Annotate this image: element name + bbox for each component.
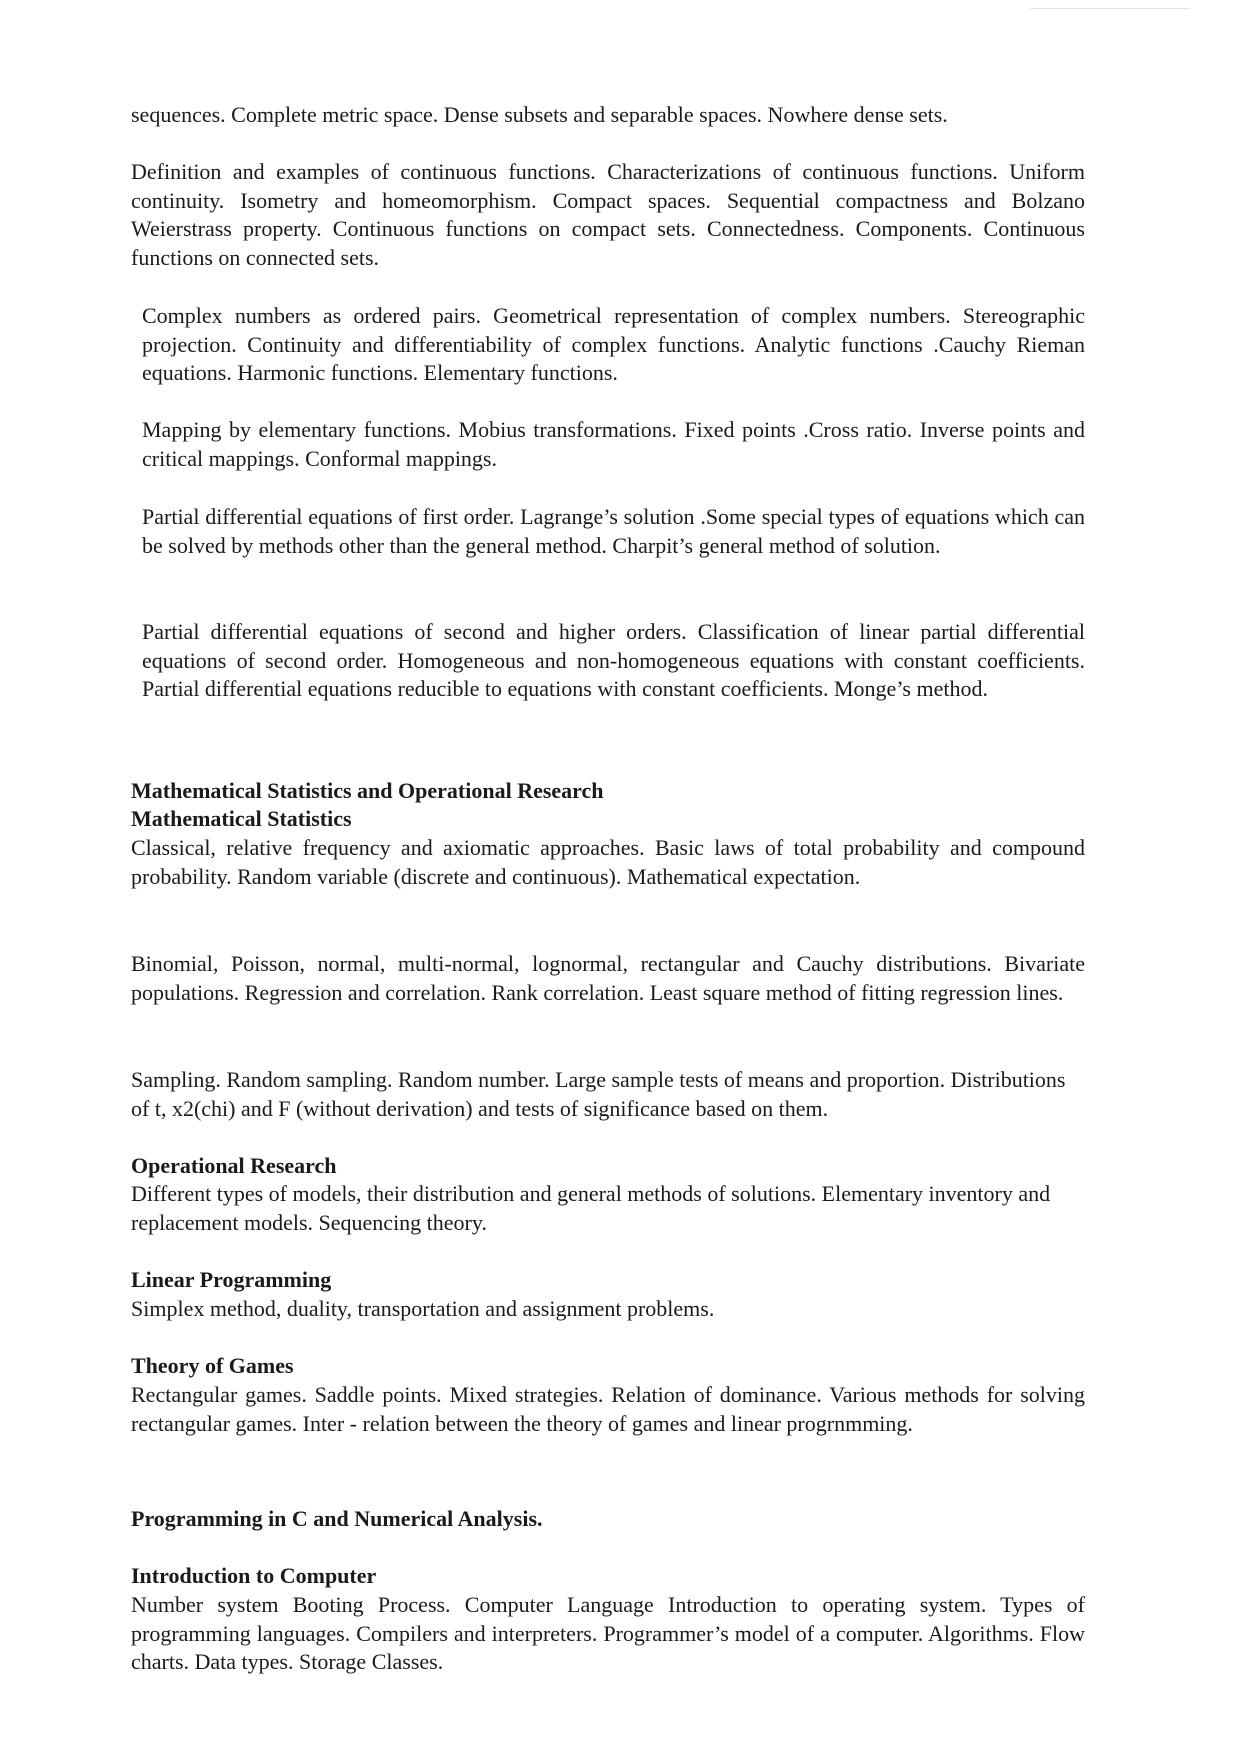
paragraph-pde-higher-order: Partial differential equations of second and higher orders. Classification of linear partial differential equations of second order. Homogeneous and non-homogeneous equations with constant coefficients. Partial differential equations reducible to equations with constant coefficients. Monge’s method. [142,619,1085,701]
paragraph-sampling: Sampling. Random sampling. Random number. Large sample tests of means and proportion. Distributions of t, x2(chi) and F (without derivation) and tests of significance based on them. [131,1067,1066,1121]
paragraph-distributions: Binomial, Poisson, normal, multi-normal, lognormal, rectangular and Cauchy distributions. Bivariate populations. Regression and correlation. Rank correlation. Least square method of fitting regression lines. [131,951,1085,1005]
paragraph-mapping: Mapping by elementary functions. Mobius transformations. Fixed points .Cross ratio. Inverse points and critical mappings. Conformal mappings. [142,417,1085,471]
heading-programming-c: Programming in C and Numerical Analysis. [131,1506,543,1531]
paragraph-probability: Classical, relative frequency and axiomatic approaches. Basic laws of total probability and compound probability. Random variable (discrete and continuous). Mathematical expectation. [131,835,1085,889]
heading-theory-of-games: Theory of Games [131,1353,294,1378]
paragraph-simplex: Simplex method, duality, transportation and assignment problems. [131,1296,715,1321]
heading-math-stats: Mathematical Statistics [131,806,352,831]
paragraph-or-models: Different types of models, their distribution and general methods of solutions. Elementary inventory and replacement models. Sequencing theory. [131,1181,1051,1235]
heading-operational-research: Operational Research [131,1153,337,1178]
heading-linear-programming: Linear Programming [131,1267,332,1292]
paragraph-games: Rectangular games. Saddle points. Mixed strategies. Relation of dominance. Various methods for solving rectangular games. Inter - relation between the theory of games and linear progrnmming. [131,1382,1085,1436]
paragraph-metric-spaces: sequences. Complete metric space. Dense subsets and separable spaces. Nowhere dense sets. [131,102,948,127]
paragraph-pde-first-order: Partial differential equations of first order. Lagrange’s solution .Some special types of equations which can be solved by methods other than the general method. Charpit’s general method of solution. [142,504,1085,558]
paragraph-continuous-functions: Definition and examples of continuous functions. Characterizations of continuous functions. Uniform continuity. Isometry and homeomorphism. Compact spaces. Sequential compactness and Bolzano Weierstrass property. Continuous functions on compact sets. Connectedness. Components. Continuous functions on connected sets. [131,159,1085,270]
scan-edge-mark [1030,8,1190,9]
paragraph-intro-computer: Number system Booting Process. Computer Language Introduction to operating system. Types of programming languages. Compilers and interpreters. Programmer’s model of a computer. Algorithms. Flow charts. Data types. Storage Classes. [131,1592,1085,1674]
heading-math-stats-or: Mathematical Statistics and Operational Research [131,778,604,803]
paragraph-complex-numbers: Complex numbers as ordered pairs. Geometrical representation of complex numbers. Stereographic projection. Continuity and differentiability of complex functions. Analytic functions .Cauchy Rieman equations. Harmonic functions. Elementary functions. [142,303,1085,385]
heading-intro-computer: Introduction to Computer [131,1563,377,1588]
